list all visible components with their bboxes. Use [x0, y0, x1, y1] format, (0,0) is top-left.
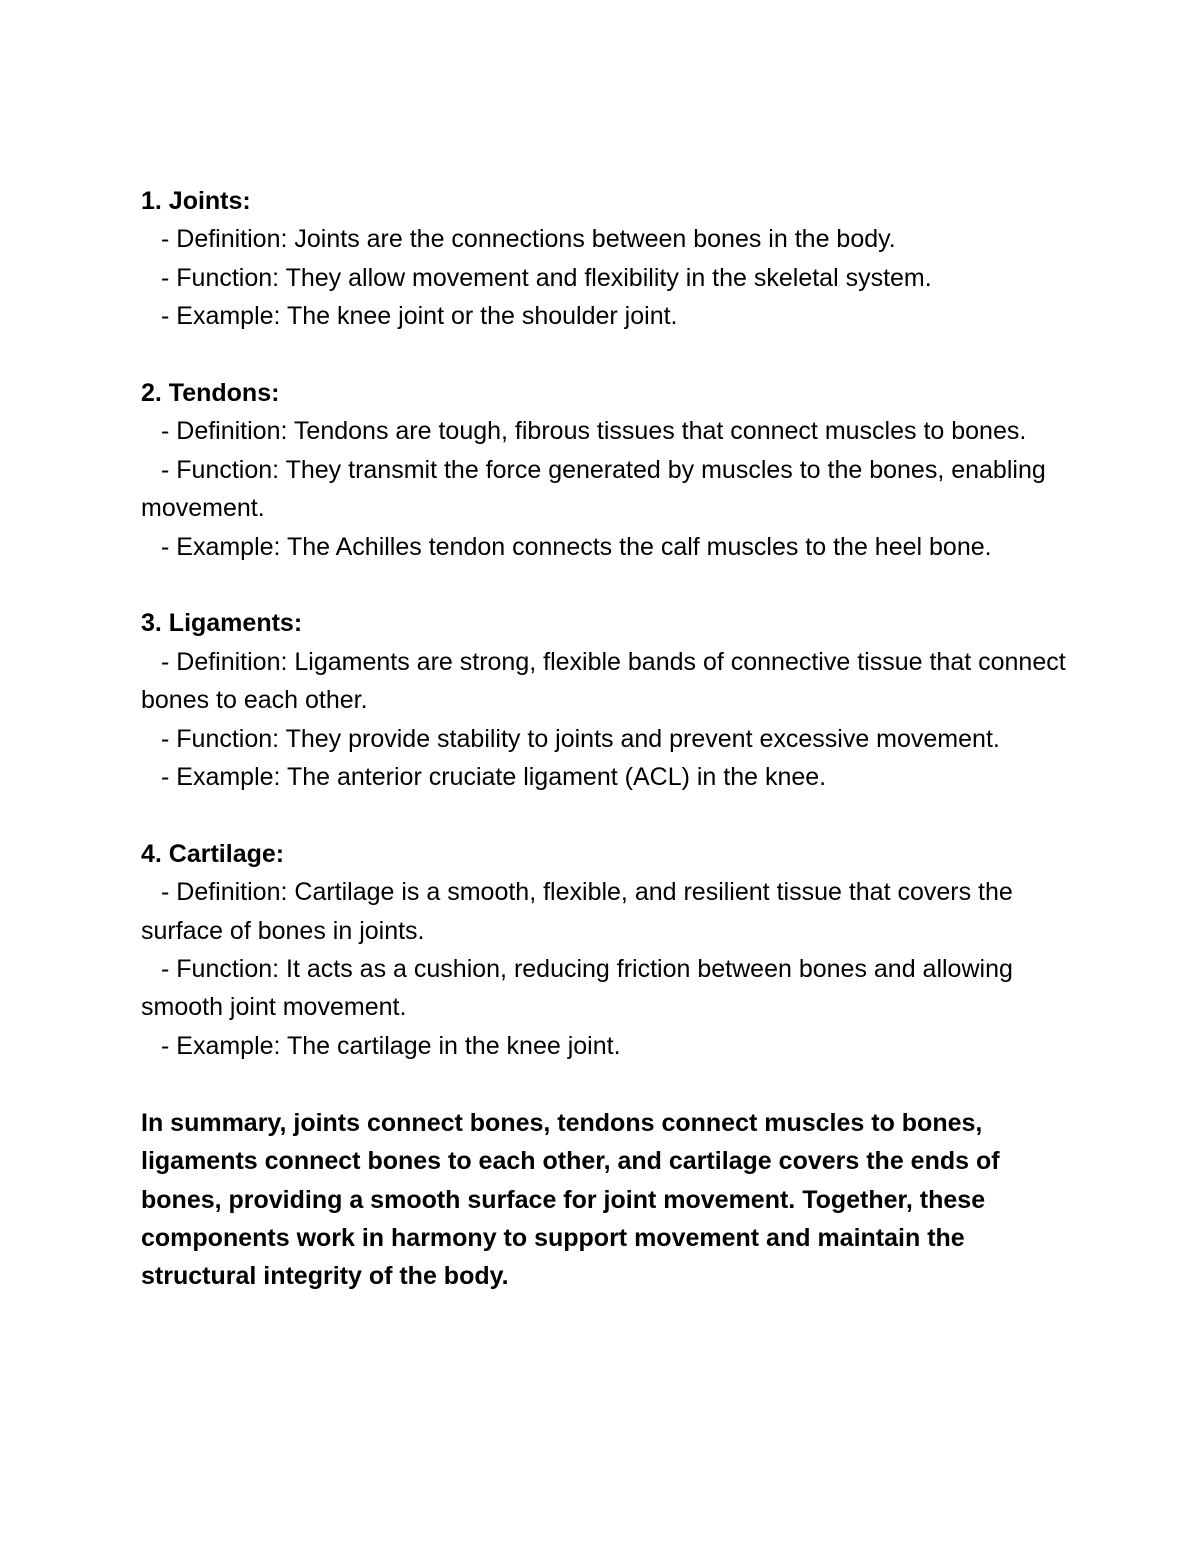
- function-item: [141, 950, 1081, 1027]
- function-item: [141, 720, 1081, 758]
- document-body: [141, 182, 1081, 1296]
- item-text: - Function: They provide stability to joints and prevent excessive movement.: [161, 724, 1000, 753]
- example-item: [141, 528, 1081, 566]
- summary-paragraph: In summary, joints connect bones, tendons connect muscles to bones, ligaments connect bones to each other, and cartilage covers the ends of bones, providing a smooth surface for joint movement. Together, these components work in harmony to support movement and maintain the structural integrity of the body.: [141, 1108, 1000, 1291]
- definition-item: [141, 412, 1081, 450]
- example-item: [141, 297, 1081, 335]
- section-cartilage: [141, 835, 1081, 1065]
- section-joints: [141, 182, 1081, 336]
- example-item: [141, 758, 1081, 796]
- item-text: - Definition: Joints are the connections between bones in the body.: [161, 225, 896, 254]
- item-text: - Example: The anterior cruciate ligament (ACL) in the knee.: [161, 763, 827, 792]
- item-text: - Example: The knee joint or the shoulder joint.: [161, 302, 678, 331]
- section-heading: 2. Tendons:: [141, 379, 280, 408]
- definition-item: [141, 873, 1081, 950]
- definition-item: [141, 643, 1081, 720]
- section-tendons: [141, 374, 1081, 566]
- section-heading: 3. Ligaments:: [141, 609, 303, 638]
- section-heading: 1. Joints:: [141, 187, 251, 215]
- item-text: - Function: They allow movement and flexibility in the skeletal system.: [161, 263, 932, 292]
- definition-item: [141, 220, 1081, 258]
- function-item: [141, 451, 1081, 528]
- function-item: [141, 259, 1081, 297]
- item-text: - Definition: Ligaments are strong, flexible bands of connective tissue that connect bones to each other.: [141, 647, 1066, 715]
- item-text: - Function: They transmit the force generated by muscles to the bones, enabling movement.: [141, 455, 1046, 523]
- item-text: - Definition: Cartilage is a smooth, flexible, and resilient tissue that covers the surface of bones in joints.: [141, 878, 1013, 945]
- item-text: - Example: The cartilage in the knee joint.: [161, 1031, 621, 1060]
- item-text: - Example: The Achilles tendon connects the calf muscles to the heel bone.: [161, 532, 992, 561]
- item-text: - Function: It acts as a cushion, reducing friction between bones and allowing smooth joint movement.: [141, 955, 1013, 1022]
- example-item: [141, 1027, 1081, 1065]
- item-text: - Definition: Tendons are tough, fibrous tissues that connect muscles to bones.: [161, 417, 1027, 446]
- section-heading: 4. Cartilage:: [141, 839, 285, 868]
- section-ligaments: [141, 604, 1081, 796]
